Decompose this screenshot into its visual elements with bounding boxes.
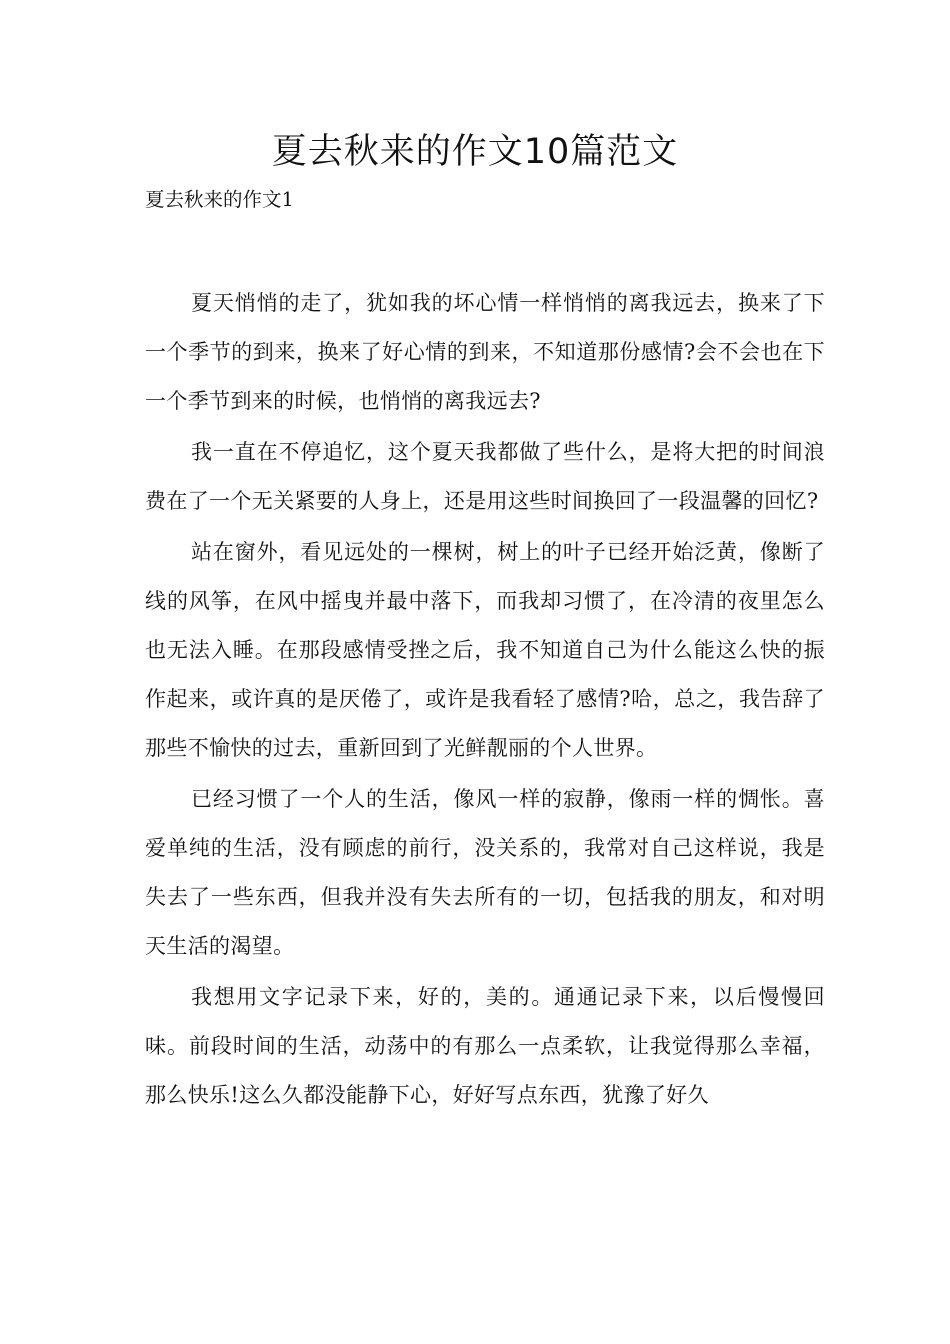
document-body <box>145 279 825 1122</box>
paragraph: 夏天悄悄的走了，犹如我的坏心情一样悄悄的离我远去，换来了下一个季节的到来，换来了好心情的到来，不知道那份感情?会不会也在下一个季节到来的时候，也悄悄的离我远去? <box>145 291 825 413</box>
paragraph: 已经习惯了一个人的生活，像风一样的寂静，像雨一样的惆怅。喜爱单纯的生活，没有顾虑的前行，没关系的，我常对自己这样说，我是失去了一些东西，但我并没有失去所有的一切，包括我的朋友，和对明天生活的渴望。 <box>145 787 825 958</box>
section-heading: 夏去秋来的作文1 <box>145 188 294 211</box>
paragraph: 我一直在不停追忆，这个夏天我都做了些什么，是将大把的时间浪费在了一个无关紧要的人身上，还是用这些时间换回了一段温馨的回忆? <box>145 440 825 513</box>
paragraph: 我想用文字记录下来，好的，美的。通通记录下来，以后慢慢回味。前段时间的生活，动荡中的有那么一点柔软，让我觉得那么幸福，那么快乐!这么久都没能静下心，好好写点东西，犹豫了好久 <box>145 985 825 1107</box>
document-title: 夏去秋来的作文10篇范文 <box>271 132 679 172</box>
paragraph: 站在窗外，看见远处的一棵树，树上的叶子已经开始泛黄，像断了线的风筝，在风中摇曳并最中落下，而我却习惯了，在冷清的夜里怎么也无法入睡。在那段感情受挫之后，我不知道自己为什么能这么快的振作起来，或许真的是厌倦了，或许是我看轻了感情?哈，总之，我告辞了那些不愉快的过去，重新回到了光鲜靓丽的个人世界。 <box>145 540 825 760</box>
